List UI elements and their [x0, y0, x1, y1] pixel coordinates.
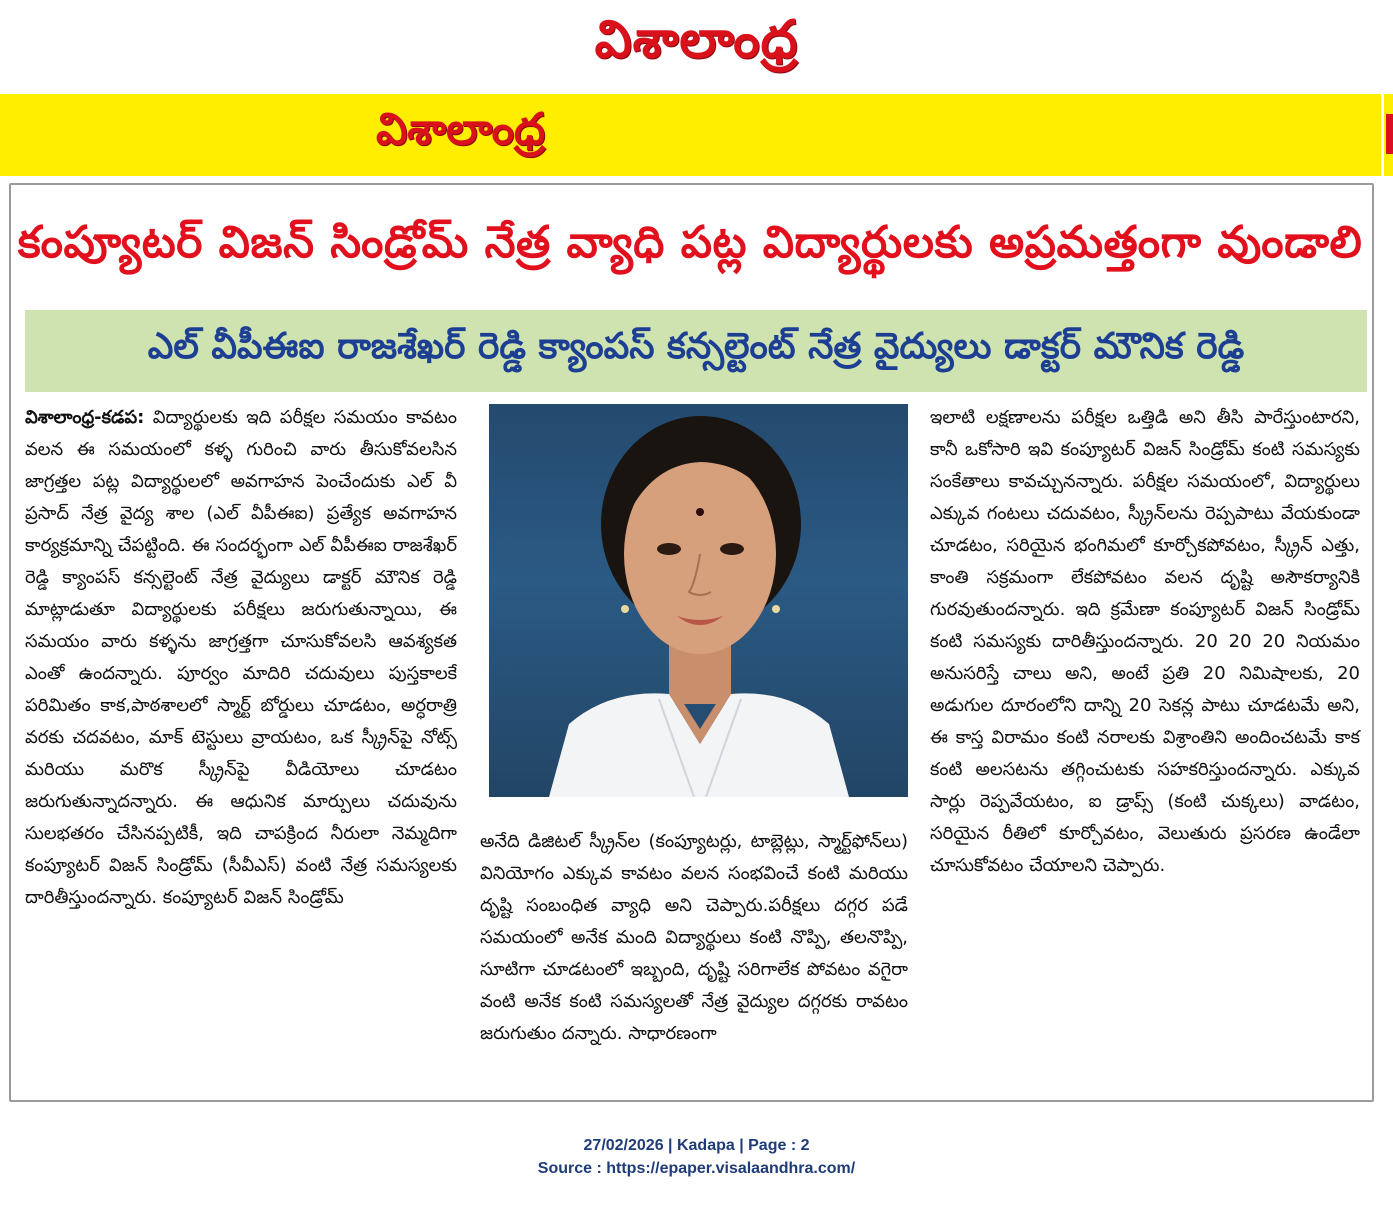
article-column-1: [25, 402, 457, 914]
article-column-2: [480, 826, 908, 1050]
portrait-illustration: [489, 404, 908, 797]
column-1-text: విద్యార్థులకు ఇది పరీక్షల సమయం కావటం వలన ఈ సమయంలో కళ్ళ గురించి వారు తీసుకోవలసిన జాగ్రత్తల పట్ల విద్యార్థులలో అవగాహన పెంచేందుకు ఎల్ వీ ప్రసాద్ నేత్ర వైద్య శాల (ఎల్ వీపీఈఐ) ప్రత్యేక అవగాహన కార్యక్రమాన్ని చేపట్టింది. ఈ సందర్భంగా ఎల్ వీపీఈఐ రాజశేఖర్ రెడ్డి క్యాంపస్ కన్సల్టెంట్ నేత్ర వైద్యులు డాక్టర్ మౌనిక రెడ్డి మాట్లాడుతూ విద్యార్థులకు పరీక్షలు జరుగుతున్నాయి, ఈ సమయం వారు కళ్ళను జాగ్రత్తగా చూసుకోవలసి ఆవశ్యకత ఎంతో ఉందన్నారు. పూర్వం మాదిరి చదువులు పుస్తకాలకే పరిమితం కాక,పాఠశాలలో స్మార్ట్ బోర్డులు చూడటం, అర్ధరాత్రి వరకు చదవటం, మాక్ టెస్టులు వ్రాయటం, ఒక స్క్రీన్‌పై నోట్స్ మరియు మరొక స్క్రీన్‌పై వీడియోలు చూడటం జరుగుతున్నాదన్నారు. ఈ ఆధునిక మార్పులు చదువును సులభతరం చేసినప్పటికీ, ఇది చాపక్రింద నీరులా నెమ్మదిగా కంప్యూటర్ విజన్ సిండ్రోమ్ (సీవీఎస్) వంటి నేత్ర సమస్యలకు దారితీస్తుందన్నారు. కంప్యూటర్ విజన్ సిండ్రోమ్: [25, 407, 457, 908]
section-logo: విశాలాంధ్ర: [376, 104, 546, 155]
dateline: విశాలాంధ్ర-కడప:: [25, 407, 145, 428]
footer-source-link[interactable]: Source : https://epaper.visalaandhra.com/: [537, 1160, 856, 1177]
subhead-text: ఎల్ వీపీఈఐ రాజశేఖర్ రెడ్డి క్యాంపస్ కన్సల్టెంట్ నేత్ర వైద్యులు డాక్టర్ మౌనిక రెడ్డి: [147, 326, 1245, 367]
article-photo: [489, 404, 908, 797]
page-edge-strip: [1382, 94, 1393, 176]
masthead: [0, 0, 1393, 92]
newspaper-logo: విశాలాంధ్ర: [594, 9, 799, 70]
footer-date-line: 27/02/2026 | Kadapa | Page : 2: [583, 1137, 810, 1154]
article-subhead: [25, 310, 1367, 392]
edge-mark: [1386, 114, 1393, 154]
article-headline: [14, 190, 1366, 305]
article-column-3: [930, 402, 1360, 882]
headline-text: కంప్యూటర్ విజన్ సిండ్రోమ్ నేత్ర వ్యాధి పట్ల విద్యార్థులకు అప్రమత్తంగా వుండాలి: [17, 216, 1363, 268]
column-2-text: అనేది డిజిటల్ స్క్రీన్‌ల (కంప్యూటర్లు, టాబ్లెట్లు, స్మార్ట్‌ఫోన్‌లు) వినియోగం ఎక్కువ కావటం వలన సంభవించే కంటి మరియు దృష్టి సంబంధిత వ్యాధి అని చెప్పారు.పరీక్షలు దగ్గర పడే సమయంలో అనేక మంది విద్యార్థులు కంటి నొప్పి, తలనొప్పి, సూటిగా చూడటంలో ఇబ్బంది, దృష్టి సరిగాలేక పోవటం వగైరా వంటి అనేక కంటి సమస్యలతో నేత్ర వైద్యుల దగ్గరకు రావటం జరుగుతుం దన్నారు. సాధారణంగా: [480, 831, 908, 1044]
column-3-text: ఇలాటి లక్షణాలను పరీక్షల ఒత్తిడి అని తీసి పారేస్తుంటారని, కానీ ఒకోసారి ఇవి కంప్యూటర్ విజన్ సిండ్రోమ్ కంటి సమస్యకు సంకేతాలు కావచ్చునన్నారు. పరీక్షల సమయంలో, విద్యార్థులు ఎక్కువ గంటలు చదువటం, స్క్రీన్‌లను రెప్పపాటు వేయకుండా చూడటం, సరియైన భంగిమలో కూర్చోకపోవటం, స్క్రీన్ ఎత్తు, కాంతి సక్రమంగా లేకపోవటం వలన దృష్టి అసౌకర్యానికి గురవుతుందన్నారు. ఇది క్రమేణా కంప్యూటర్ విజన్ సిండ్రోమ్ కంటి సమస్యకు దారితీస్తుందన్నారు. 20 20 20 నియమం అనుసరిస్తే చాలు అని, అంటే ప్రతి 20 నిమిషాలకు, 20 అడుగుల దూరంలోని దాన్ని 20 సెకన్ల పాటు చూడటమే అని, ఈ కాస్త విరామం కంటి నరాలకు విశ్రాంతిని అందించటమే కాక కంటి అలసటను తగ్గించుటకు సహకరిస్తుందన్నారు. ఎక్కువ సార్లు రెప్పవేయటం, ఐ డ్రాప్స్ (కంటి చుక్కలు) వాడటం, సరియైన రీతిలో కూర్చోవటం, వెలుతురు ప్రసరణ ఉండేలా చూసుకోవటం చేయాలని చెప్పారు.: [930, 407, 1360, 876]
page-footer: [0, 1134, 1393, 1180]
section-band: [0, 94, 1381, 176]
